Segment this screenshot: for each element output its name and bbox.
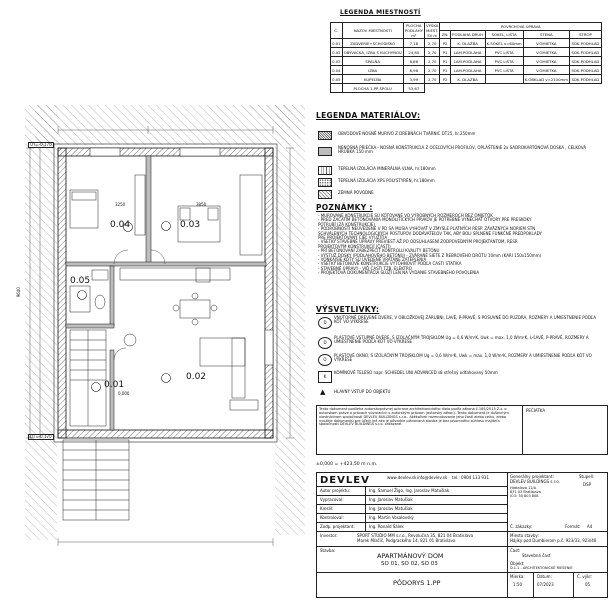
scale-value: 1:50 (513, 582, 522, 587)
table-row (331, 57, 602, 66)
cell: K.SOKEL v=60mm (486, 40, 522, 46)
cell: PVC LIŠTA (485, 57, 523, 66)
cell: SPÁLŇA (342, 57, 403, 66)
site-value: Hájiky pod Dumbierom p.č. 923/33, 923/40 (510, 538, 597, 543)
notes-title: POZNÁMKY : (316, 203, 373, 212)
cell: ZÁDVERIE+SCHODISKO (342, 39, 403, 48)
cell: P2 (440, 39, 450, 48)
opening-text: KOMÍNOVÉ TELESO napr. SCHIEDEL UNI ADVANCED s8 střešný odťahovaný 50mm (334, 370, 498, 375)
cell: 8,86 (403, 57, 424, 66)
phone: tel.: 0904 133 931 (452, 475, 490, 480)
cell: LAM.PODLAHA (450, 66, 485, 75)
cell: PVC LIŠTA (485, 48, 523, 57)
investor-line-1: SPORT STUDIO MM s.r.o., Revolučná 35, 821 04 Bratislava (357, 533, 474, 538)
drawing-title: PÔDORYS 1.PP (393, 579, 441, 587)
cell: 2,70 (424, 75, 440, 84)
col-header: VÝŠKA MIEST. SV m (426, 23, 439, 38)
object-value: D.1.1 - ARCHITEKTONICKÉ RIEŠENIE (510, 566, 573, 570)
opening-text: PLASTOVÉ OKNO, S IZOLAČNÝM TROJSKLOM Ug = 0,6 W/m²K, Uwk = max. 1,0 W/m²K, ROZMERY A UMIESTNENIE PODĽA KÓT VO VÝKRESE (334, 353, 592, 363)
building-value: APARTMÁNOVÝ DOM (377, 552, 444, 560)
note-line: POTRUBÍ (ZÁ KONŠTRUKCIE) (318, 221, 375, 227)
part-label: Časť: (510, 548, 521, 553)
sheet-value: 05 (585, 582, 591, 587)
bottom-level: ÚT=-0,170 (30, 434, 52, 439)
cell: 2,70 (424, 39, 440, 48)
cell: K. DLAŽBA (450, 39, 485, 48)
investor-label: Investor: (320, 533, 338, 538)
cell: 2,70 (424, 57, 440, 66)
drawn-value: Ing. Jaroslav Matušiak (369, 506, 413, 511)
investor-line-2: Marek Mlačič, Podgrackého 14, 821 01 Bratislava (357, 538, 456, 543)
col-header: SOKEL, LIŠTA (485, 31, 523, 39)
cell: 0.03 (332, 58, 341, 64)
cell: LAM.PODLAHA (450, 48, 485, 57)
room-label-0-05: 0.05 (70, 276, 91, 286)
gp-name: DEVLEV BUILDINGS s.r.o. (510, 479, 560, 484)
stage-label: Stupeň: (579, 474, 595, 479)
note-line: SCHVÁLENÝCH TECHNOLOGICKÝCH POSTUPOV DODÁVATEĽOV TAK, ABY BOLI SPLNENÉ FUNKČNÉ PREDPOKLADY (318, 230, 542, 236)
notes-list (318, 214, 608, 275)
opening-text: HLAVNÝ VSTUP DO OBJEKTU (334, 389, 391, 394)
date-value: 07/2023 (537, 582, 554, 587)
format-value: A4 (587, 524, 593, 529)
cell: SDK.PODHLAD (569, 39, 601, 48)
openings-title: VÝSVETLIVKY: (316, 305, 380, 314)
drafted-label: Vypracoval: (320, 497, 344, 502)
cell: 24,80 (403, 48, 424, 57)
opening-icon-entry-door: D (318, 337, 332, 349)
gp-label: Generálny projektant: (510, 474, 554, 479)
cell: LAM.PODLAHA (450, 57, 485, 66)
material-swatch-grey (318, 147, 332, 156)
note-line: PRE PROJEKTOVANÝ CIEĽ VYUŽITIA (318, 234, 388, 240)
cell: SDK.PODHLAD (569, 48, 601, 57)
table-row (331, 66, 602, 75)
top-level: ÚT=-0,170 (30, 142, 52, 147)
stamp-label: PEČIATKA (526, 408, 546, 413)
material-swatch-hatch (318, 131, 332, 140)
sheet-label: Č. výkr: (577, 574, 593, 579)
cell: 2,70 (424, 48, 440, 57)
cell: P2 (440, 75, 450, 84)
part-value: Stavebná časť (522, 553, 551, 558)
material-swatch-dots (318, 178, 332, 187)
material-swatch-cross (318, 190, 332, 199)
responsible-label: Zodp. projektant: (320, 524, 355, 529)
cell: V.OMIETKA (523, 39, 569, 48)
legend-materials-title: LEGENDA MATERIÁLOV: (316, 111, 421, 120)
note-line: - PRED ZAČATÍM BETÓNOVANIA MONOLITICKÝCH PRVKOV JE POTREBNÉ VYNECHAŤ OTVORY PRE PRESKOKY (318, 217, 532, 223)
entry-arrow-icon: ▲ (320, 388, 326, 396)
cell: K.OBKLAD v=2100mm (524, 76, 568, 82)
note-line: - MUROVANÉ KONŠTRUKCIE SÚ KÓTOVANÉ VO VÝROBNÝCH ROZMEROCH BEZ OMIETOK (318, 213, 493, 218)
logo: DEVLEV (320, 475, 370, 486)
cell: 8,96 (403, 66, 424, 75)
elevation-reference: ±0,000 = +423,50 m n.m. (316, 462, 378, 467)
object-label: Objekt: (510, 561, 525, 566)
web-link: www.devlev.sk (387, 475, 417, 480)
table-row (331, 48, 602, 57)
material-text: TEPELNÁ IZOLÁCIA XPS POLYSTYRÉN, hr.180mm (338, 178, 435, 183)
drawn-label: Kreslil: (320, 506, 334, 511)
title-block (316, 472, 608, 598)
legend-rooms-table (330, 22, 602, 93)
cell: V.OMIETKA (523, 66, 569, 75)
cell: P1 (440, 48, 450, 57)
cell: 0.05 (332, 76, 341, 82)
note-line: - VONKAJŠIE KÓTY SÚ UVEDENÉ VRÁTANE ZATEPLENIA (318, 256, 427, 262)
cell: 3,99 (403, 75, 424, 84)
note-line: - PRI BETÓNOVANÍ ZABEZPEČIŤ KONTROLU KVALITY BETÓNU (318, 248, 440, 254)
drafted-value: Ing. Jaroslav Matušiak (369, 497, 413, 502)
cell: 0.01 (332, 40, 341, 46)
opening-text: VNÚTORNÉ DREVENÉ DVERE, V OBLOŽKOVEJ ZÁRUBNI, ĽAVÉ, P-PRAVÉ, S-POSUVNÉ DO PÚZDRA, ROZMERY A UMIESTNENIE PODĽA KÓT VO VÝKRESE (334, 315, 596, 325)
stage-value: DSP (583, 482, 592, 487)
material-text: ZEMNÁ POVODNE (338, 190, 374, 195)
format-label: Formát: (565, 524, 581, 529)
opening-icon-door: D (318, 317, 332, 329)
col-header: PODLAHA DRUH (450, 31, 485, 39)
cell: P1 (440, 57, 450, 66)
cell: SDK.PODHLAD (569, 66, 601, 75)
dim-top-1: 3250 (115, 202, 126, 207)
note-line: PROJEKTOVÝM KONŠTRUKCIÍ (ČASTÍ) (318, 243, 391, 249)
col-header: STROP (569, 31, 601, 39)
gp-address-1: Hattalova 12/A (510, 486, 537, 490)
col-header: Č. (331, 23, 343, 39)
cell: OBÝVAČKA, IZBA S KUCHYŇOU (343, 49, 402, 55)
cell: SDK.PODHLAD (569, 57, 601, 66)
opening-icon-chimney: K (318, 371, 332, 383)
cell: K. DLAŽBA (450, 75, 485, 84)
table-row (331, 39, 602, 48)
cell: KÚPEĽŇA (342, 75, 403, 84)
table-row-total (331, 84, 602, 93)
cell: P1 (440, 66, 450, 75)
col-header: ZN. (441, 32, 449, 37)
material-text: NENOSNÁ PRIEČKA - NOSNÁ KONŠTRUKCIA Z OCEĽOVÝCH PROFILOV, OPLÁŠTENIE 2x SADROKARTÓNOVÁ DOSKA , CELKOVÁ HRÚBKA 150 mm (338, 145, 587, 155)
col-header: PLOCHA PODLAHY m² (404, 23, 423, 38)
checked-label: Kontroloval: (320, 515, 344, 520)
legend-rooms-title: LEGENDA MIESTNOSTÍ (340, 9, 421, 16)
author-value: Ing. Samuel Žigo, Ing. Jaroslav Matušiak (369, 488, 450, 493)
material-swatch-wave (318, 166, 332, 175)
cell (331, 84, 343, 93)
col-header: STENA (523, 31, 569, 39)
site-label: Miesto stavby: (510, 533, 539, 538)
date-label: Dátum: (537, 574, 552, 579)
cell: 2,70 (424, 66, 440, 75)
building-sub: SO 01, SO 02, SO 03 (381, 561, 438, 567)
checked-value: Ing. Martin Vosalovský (369, 515, 414, 520)
level-label: 0,000 (118, 391, 130, 396)
cell: SDK.PODHLAD (569, 75, 601, 84)
group-header: POVRCHOVÁ ÚPRAVA (440, 23, 602, 31)
total-label: PLOCHA 1.PP SPOLU (342, 84, 403, 93)
note-line: - VŠETKY STAVEBNÉ ÚPRAVY PREVIESŤ AŽ PO ODSÚHLASENÍ ZODPOVEDNÝM PROJEKTANTOM, RESP. (318, 239, 518, 245)
room-label-0-01: 0.01 (104, 380, 125, 390)
dim-top-2: 3850 (196, 202, 207, 207)
total-value: 53,67 (403, 84, 424, 93)
cell: 0.02 (332, 49, 341, 55)
note-line: - PROJEKTOVÁ DOKUMENTÁCIA SLÚŽI LEN NA VYDANIE STAVEBNÉHO POVOLENIA (318, 270, 480, 276)
cell: PVC LIŠTA (485, 66, 523, 75)
disclaimer-text: Tento dokument podlieha autorskoprávnej ochrane architektonického diela podľa zákona č.185/2015 Z.z. o autorskom práve a právach súvisiacich s autorským právom (autorský zákon). Tento dokument je duševným vlastníctvom spoločnosti DEVLEV BUILDINGS s.r.o.. Akékoľvek rozmnožovanie jeho častí alebo celku, alebo využitie dokumentu pre účely iné ako je pôvodne plánovaná stavba je bez písomného súhlasu majiteľa spoločnosti DEVLEV BUILDINGS s.r.o. zakázané. (319, 407, 509, 427)
cell: V.OMIETKA (523, 48, 569, 57)
disclaimer-box (316, 405, 608, 455)
note-line: - STAVEBNÉ ÚPRAVY - VIĎ ČASTI TZB, ELEKTRO (318, 265, 412, 271)
note-line: - VÝSTUŽ DOSKY (PODLAHOVÉHO BETÓNU) - ZVÁRANÉ SIETE Z REBROVÉHO DRÔTU 10mm (KARI 150x150mm) (318, 252, 542, 258)
cell: IZBA (342, 66, 403, 75)
email-link: info@devlev.sk (417, 475, 448, 480)
room-label-0-03: 0.03 (180, 220, 201, 230)
opening-text: PLASTOVÉ VSTUPNÉ DVERE, S IZOLAČNÝM TROJSKLOM Ug = 0,6 W/m²K, Uwk = max. 1,0 W/m²K, L-ĽAVÉ, P-PRAVÉ, ROZMERY A UMIESTNENIE PODĽA KÓT VO VÝKRESE (334, 335, 589, 345)
building-label: Stavba: (320, 548, 336, 553)
cell: 7,18 (403, 39, 424, 48)
gp-address-2: 831 03 Bratislava (510, 490, 541, 494)
note-line: - PODROBNOSTI NEUVEDENÉ V PD SA MUSIA VYHOVAŤ V ZMYSLE PLATNÝCH RESP. ZÁVÄZNÝCH NORIEM STN (318, 226, 536, 232)
scale-label: Mierka: (510, 574, 525, 579)
room-label-0-04: 0.04 (110, 220, 131, 230)
responsible-value: Ing. Ronald Sálek (369, 524, 404, 529)
cell: 0.04 (332, 67, 341, 73)
col-header: NÁZOV MIESTNOSTI (342, 23, 403, 39)
material-text: OBVODOVÉ NOSNÉ MURIVO Z DREBNÁCH TVÁRNIC DT25, hr.250mm (338, 131, 476, 136)
room-label-0-02: 0.02 (186, 372, 207, 382)
table-row (331, 75, 602, 84)
note-line: - VŠETKY BETÓNOVÉ KONŠTRUKCIE VYTOHNOVIŤ PODĽA ČASTI STATIKA (318, 261, 462, 267)
gp-address-3: IČO: 50 803 808 (510, 494, 539, 498)
dim-left: 9640 (15, 287, 21, 298)
cell: V.OMIETKA (523, 57, 569, 66)
order-label: Č. zákazky: (510, 524, 533, 529)
material-text: TEPELNÁ IZOLÁCIA MINERÁLNA VLNA, hr.180mm (338, 166, 436, 171)
cell (485, 75, 523, 84)
opening-icon-window: O (318, 354, 332, 366)
author-label: Autor projektu: (320, 488, 351, 493)
